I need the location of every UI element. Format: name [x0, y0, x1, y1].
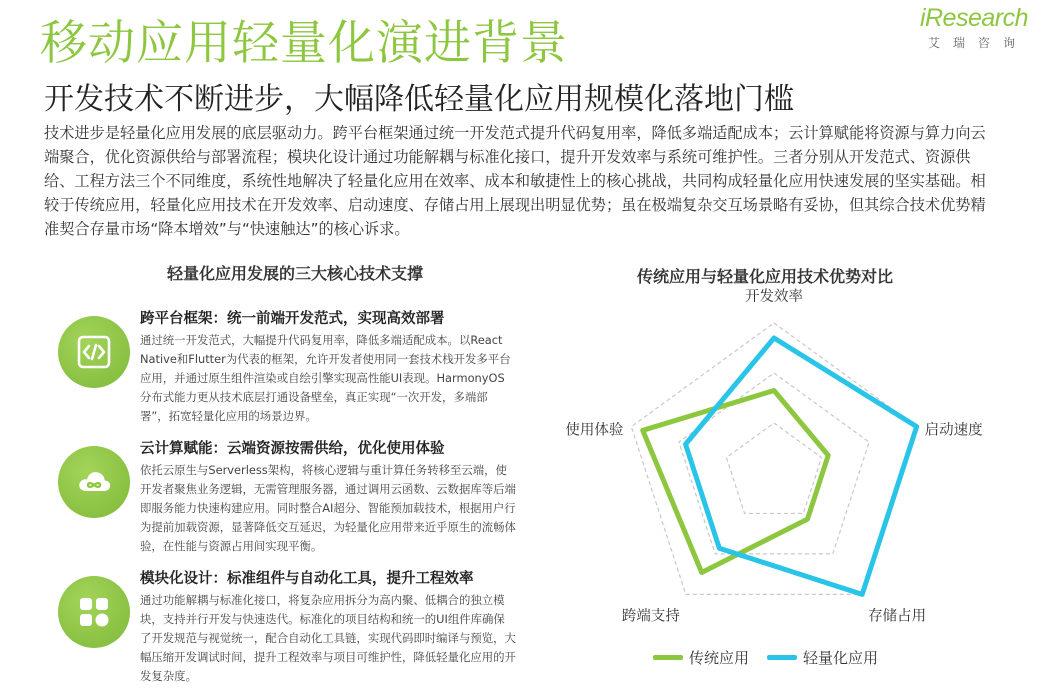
logo-subtext: 艾瑞咨询	[927, 36, 1028, 50]
chart-section-title: 传统应用与轻量化应用技术优势对比	[636, 267, 893, 286]
radar-axis-label: 启动速度	[924, 422, 983, 439]
pillar-title: 跨平台框架：统一前端开发范式，实现高效部署	[140, 311, 445, 327]
pillar-text: 通过统一开发范式，大幅提升代码复用率，降低多端适配成本。以React Native和Flutter为代表的框架，允许开发者使用同一套技术栈开发多平台应用，并通过原生组件渲染或自绘引擎实现高性能UI表现。HarmonyOS分布式能力更从技术底层打通设备壁垒，真正实现“一次开发，多端部署”，拓宽轻量化应用的场景边界。	[140, 333, 511, 423]
radar-axis-label: 使用体验	[565, 422, 624, 439]
legend-swatch-lightweight	[767, 655, 797, 660]
pillar-cloud	[58, 438, 518, 558]
radar-chart-svg	[540, 288, 1020, 628]
radar-axis-label: 存储占用	[868, 608, 927, 625]
pillar-text: 通过功能解耦与标准化接口，将复杂应用拆分为高内聚、低耦合的独立模块，支持并行开发与快速迭代。标准化的项目结构和统一的UI组件库确保了开发规范与视觉统一，配合自动化工具链，实现代码即时编译与预览，大幅压缩开发调试时间，提升工程效率与项目可维护性，降低轻量化应用的开发复杂度。	[140, 593, 516, 683]
page-title: 移动应用轻量化演进背景	[40, 16, 568, 71]
chart-legend	[653, 647, 878, 668]
code-icon	[58, 316, 130, 388]
radar-series-1	[686, 338, 917, 594]
logo-mark: iResearch	[919, 4, 1028, 32]
pillar-text: 依托云原生与Serverless架构，将核心逻辑与重计算任务转移至云端，使开发者聚焦业务逻辑，无需管理服务器，通过调用云函数、云数据库等后端即服务能力快速构建应用。同时整合AI超分、智能预加载技术，根据用户行为提前加载资源，显著降低交互延迟，为轻量化应用带来近乎原生的流畅体验，在性能与资源占用间实现平衡。	[140, 463, 516, 553]
pillar-title: 模块化设计：标准组件与自动化工具，提升工程效率	[140, 571, 474, 587]
radar-grid-ring	[726, 423, 821, 513]
legend-label-lightweight: 轻量化应用	[803, 649, 879, 667]
legend-swatch-traditional	[653, 655, 683, 660]
radar-axis-label: 开发效率	[745, 289, 803, 305]
radar-axis-label: 跨端支持	[621, 608, 680, 625]
page-subtitle: 开发技术不断进步，大幅降低轻量化应用规模化落地门槛	[44, 82, 794, 117]
iresearch-logo	[898, 4, 1028, 51]
left-section-title: 轻量化应用发展的三大核心技术支撑	[166, 264, 423, 283]
radar-series-group	[643, 338, 917, 594]
radar-grid-ring	[679, 373, 869, 554]
intro-paragraph: 技术进步是轻量化应用发展的底层驱动力。跨平台框架通过统一开发范式提升代码复用率，降低多端适配成本；云计算赋能将资源与算力向云端聚合，优化资源供给与部署流程；模块化设计通过功能解耦与标准化接口，提升开发效率与系统可维护性。三者分别从开发范式、资源供给、工程方法三个不同维度，系统性地解决了轻量化应用在效率、成本和敏捷性上的核心挑战，共同构成轻量化应用快速发展的坚实基础。相较于传统应用，轻量化应用技术在开发效率、启动速度、存储占用上展现出明显优势；虽在极端复杂交互场景略有妥协，但其综合技术优势精准契合存量市场“降本增效”与“快速触达”的核心诉求。	[44, 124, 986, 238]
modules-icon	[58, 576, 130, 648]
pillar-modular	[58, 568, 518, 688]
radar-chart	[540, 288, 1020, 688]
legend-label-traditional: 传统应用	[689, 649, 750, 667]
pillar-cross-platform	[58, 308, 518, 428]
radar-series-0	[643, 391, 828, 573]
pillar-title: 云计算赋能：云端资源按需供给，优化使用体验	[140, 441, 445, 457]
cloud-icon	[58, 446, 130, 518]
